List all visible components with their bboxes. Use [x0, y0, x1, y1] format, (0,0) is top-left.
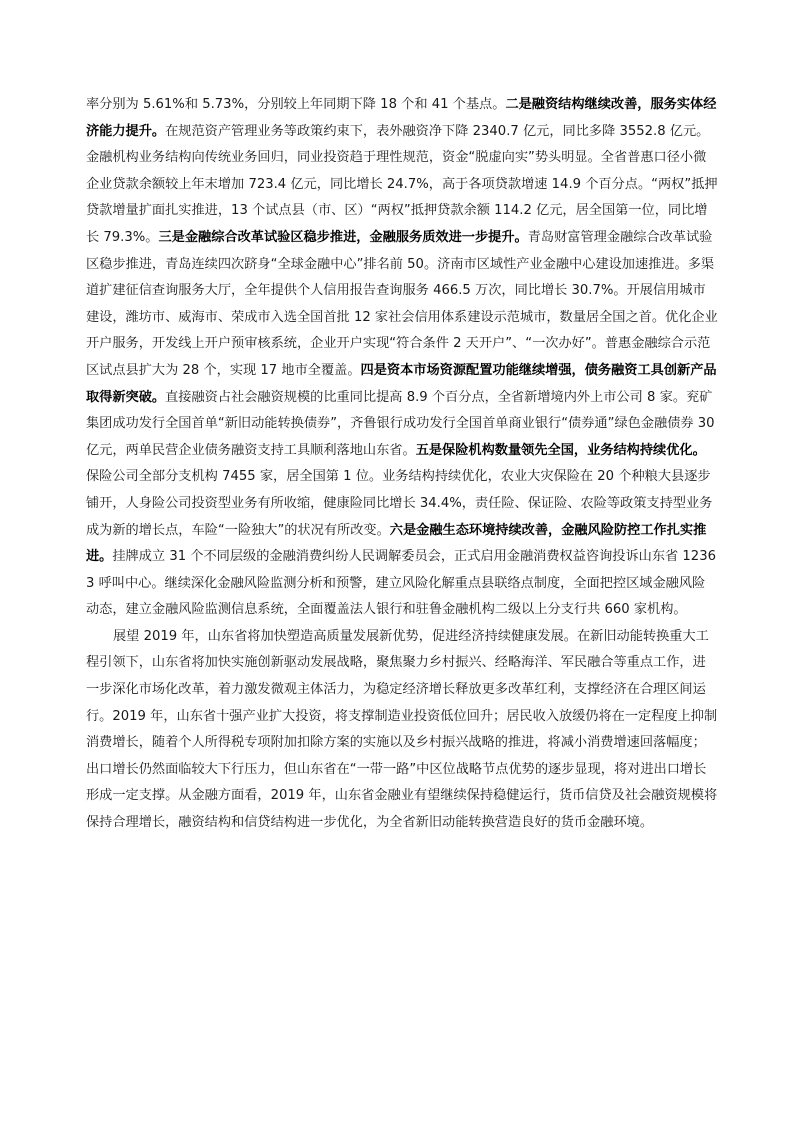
text-segment: 率分别为 5.61%和 5.73%，分别较上年同期下降 18 个和 41 个基点。: [86, 97, 506, 112]
text-segment: 挂牌成立 31 个不同层级的金融消费纠纷人民调解委员会，正式启用金融消费权益咨询投诉山东省 12363 呼叫中心。继续深化金融风险监测分析和预警，建立风险化解重点县联络点制度，全面把控区域金融风险动态，建立金融风险监测信息系统，全面覆盖法人银行和驻鲁金融机构二级以上分支行共 660 家机构。: [86, 549, 716, 618]
document-page: [86, 92, 718, 837]
bold-heading-reform-zone: 三是金融综合改革试验区稳步推进，金融服务质效进一步提升。: [158, 229, 528, 245]
bold-heading-insurance: 五是保险机构数量领先全国，业务结构持续优化。: [415, 442, 706, 458]
paragraph-financial-review: [86, 92, 718, 624]
bold-heading-financing-structure: 二是融资结构继续改善，服务实体经济能力提升。: [86, 97, 717, 139]
paragraph-outlook-2019: [86, 624, 718, 837]
text-segment: 直接融资占社会融资规模的比重同比提高 8.9 个百分点，全省新增境内外上市公司 8 家。兖矿集团成功发行全国首单“新旧动能转换债券”，齐鲁银行成功发行全国首单商业银行“债券通”绿色金融债券 30 亿元，两单民营企业债务融资支持工具顺利落地山东省。: [86, 389, 715, 458]
bold-heading-capital-market: 四是资本市场资源配置功能继续增强，债务融资工具创新产品取得新突破。: [86, 362, 717, 405]
text-segment: 在规范资产管理业务等政策约束下，表外融资净下降 2340.7 亿元，同比多降 3552.8 亿元。金融机构业务结构向传统业务回归，同业投资趋于理性规范，资金“脱虚向实”势头明显。全省普惠口径小微企业贷款余额较上年末增加 723.4 亿元，同比增长 24.7%，高于各项贷款增速 14.9 个百分点。“两权”抵押贷款增量扩面扎实推进，13 个试点县（市、区）“两权”抵押贷款余额 114.2 亿元，居全国第一位，同比增长 79.3%。: [86, 123, 718, 245]
text-segment: 展望 2019 年，山东省将加快塑造高质量发展新优势，促进经济持续健康发展。在新旧动能转换重大工程引领下，山东省将加快实施创新驱动发展战略，聚焦聚力乡村振兴、经略海洋、军民融合等重点工作，进一步深化市场化改革，着力激发微观主体活力，为稳定经济增长释放更多改革红利，支撑经济在合理区间运行。2019 年，山东省十强产业扩大投资，将支撑制造业投资低位回升；居民收入放缓仍将在一定程度上抑制消费增长，随着个人所得税专项附加扣除方案的实施以及乡村振兴战略的推进，将减小消费增速回落幅度；出口增长仍然面临较大下行压力，但山东省在“一带一路”中区位战略节点优势的逐步显现，将对进出口增长形成一定支撑。从金融方面看，2019 年，山东省金融业有望继续保持稳健运行，货币信贷及社会融资规模将保持合理增长，融资结构和信贷结构进一步优化，为全省新旧动能转换营造良好的货币金融环境。: [86, 628, 718, 831]
text-segment: 青岛财富管理金融综合改革试验区稳步推进，青岛连续四次跻身“全球金融中心”排名前 50。济南市区域性产业金融中心建设加速推进。多渠道扩建征信查询服务大厅，全年提供个人信用报告查询服务 466.5 万次，同比增长 30.7%。开展信用城市建设，潍坊市、威海市、荣成市入选全国首批 12 家社会信用体系建设示范城市，数量居全国之首。优化企业开户服务，开发线上开户预审核系统，企业开户实现“符合条件 2 天开户”、“一次办好”。普惠金融综合示范区试点县扩大为 28 个，实现 17 地市全覆盖。: [86, 229, 718, 378]
bold-heading-financial-ecology: 六是金融生态环境持续改善，金融风险防控工作扎实推进。: [86, 522, 707, 565]
text-segment: 保险公司全部分支机构 7455 家，居全国第 1 位。业务结构持续优化，农业大灾保险在 20 个种粮大县逐步铺开，人身险公司投资型业务有所收缩，健康险同比增长 34.4%，责任险、保证险、农险等政策支持型业务成为新的增长点，车险“一险独大”的状况有所改变。: [86, 469, 713, 538]
